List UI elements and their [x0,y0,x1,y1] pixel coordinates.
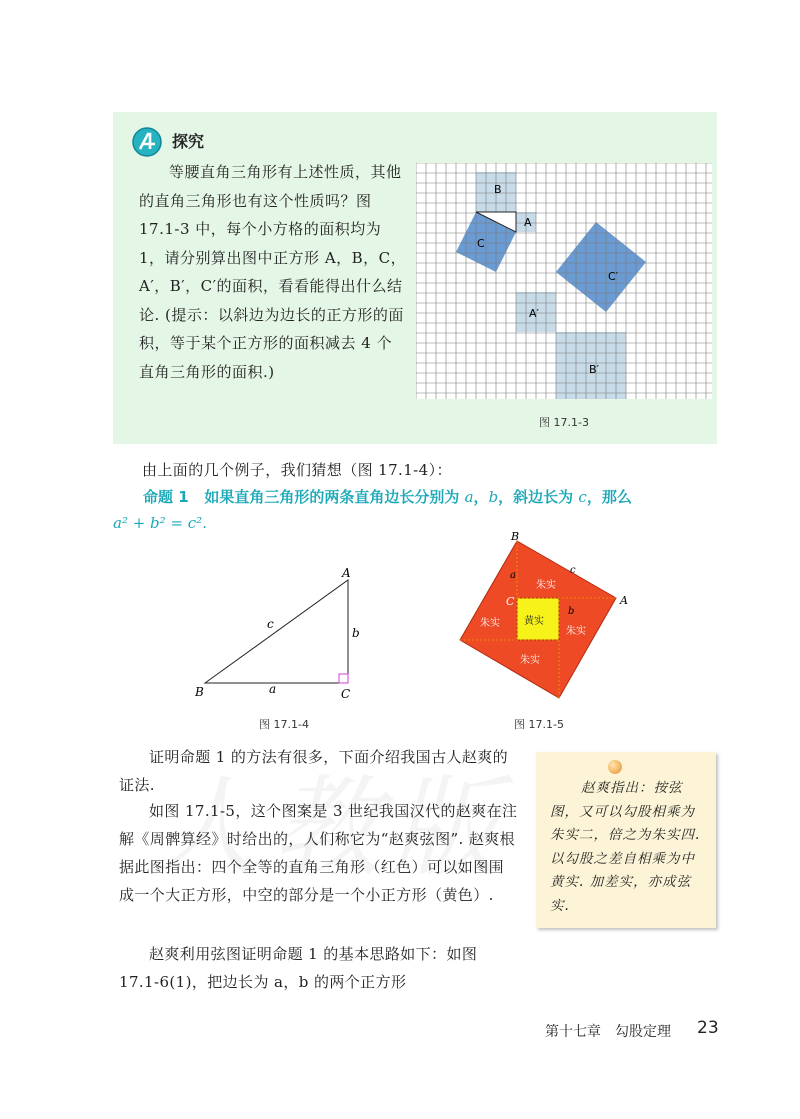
fig4-label-c: c [267,617,274,631]
fig5-red-label-1: 朱实 [536,580,556,591]
label-c2: C′ [608,270,619,283]
label-c: C [477,237,485,250]
proposition-var-c: c [578,488,587,506]
proposition-var-a: a [464,488,474,506]
proposition-part3: ，那么 [586,488,632,506]
pin-icon [608,760,622,774]
label-b2: B′ [589,363,600,376]
label-a: A [524,216,532,229]
fig4-label-C: C [341,687,351,700]
proposition-1 [113,484,723,536]
figure-17-1-5 [450,530,640,710]
fig5-label-C: C [506,595,515,608]
fig5-red-label-3: 朱实 [480,618,500,629]
explore-text: 等腰直角三角形有上述性质，其他的直角三角形也有这个性质吗？图 17.1-3 中，每个小方格的面积均为 1，请分别算出图中正方形 A，B，C，A′，B′，C′的面积，看看能得出什么结论. (提示：以斜边为边长的正方形的面积，等于某个正方形的面积减去 4 个直角三角形的面积.) [139,163,407,381]
fig5-label-a: a [510,570,516,581]
proposition-part2: ，斜边长为 [498,488,574,506]
figure-17-1-4 [195,565,365,700]
fig5-label-c: c [570,565,576,576]
fig4-label-b: b [352,626,360,640]
fig5-label-A: A [620,594,628,607]
caption-17-1-4: 图 17.1-4 [259,718,309,731]
label-a2: A′ [529,307,540,320]
page-number: 23 [697,1018,719,1038]
fig4-label-B: B [195,685,204,699]
grid-figure [416,163,712,399]
proposition-label: 命题 1 [143,488,189,506]
side-note-text: 赵爽指出：按弦图，又可以勾股相乘为朱实二，倍之为朱实四. 以勾股之差自相乘为中黄实. 加差实，亦成弦实. [550,780,701,914]
fig5-label-B: B [511,530,520,543]
chapter-footer: 第十七章 勾股定理 [545,1024,671,1040]
explore-title: 探究 [172,132,205,151]
explore-icon [132,127,162,157]
fig4-label-A: A [342,566,351,580]
fig5-label-b: b [568,606,575,617]
fig5-red-label-2: 朱实 [566,626,586,637]
proposition-formula: a² + b² = c². [113,514,207,532]
proposition-part1: 如果直角三角形的两条直角边长分别为 [204,488,460,506]
caption-17-1-5: 图 17.1-5 [514,718,564,731]
fig4-label-a: a [269,682,277,696]
para-2: 如图 17.1-5，这个图案是 3 世纪我国汉代的赵爽在注解《周髀算经》时给出的，人们称它为“赵爽弦图”. 赵爽根据此图指出：四个全等的直角三角形（红色）可以如图围成一个大正方形，中空的部分是一个小正方形（黄色）. [119,802,518,904]
para-1: 证明命题 1 的方法有很多，下面介绍我国古人赵爽的证法. [119,748,509,794]
fig5-red-label-4: 朱实 [520,655,540,666]
fig5-yellow-label: 黄实 [524,616,544,627]
intro-text: 由上面的几个例子，我们猜想（图 17.1-4）： [142,461,452,479]
label-b: B [494,183,502,196]
para-3: 赵爽利用弦图证明命题 1 的基本思路如下：如图 17.1-6(1)，把边长为 a，b 的两个正方形 [119,945,478,991]
proposition-var-b: b [488,488,499,506]
proposition-sep1: ， [473,488,489,506]
caption-17-1-3: 图 17.1-3 [539,416,589,429]
